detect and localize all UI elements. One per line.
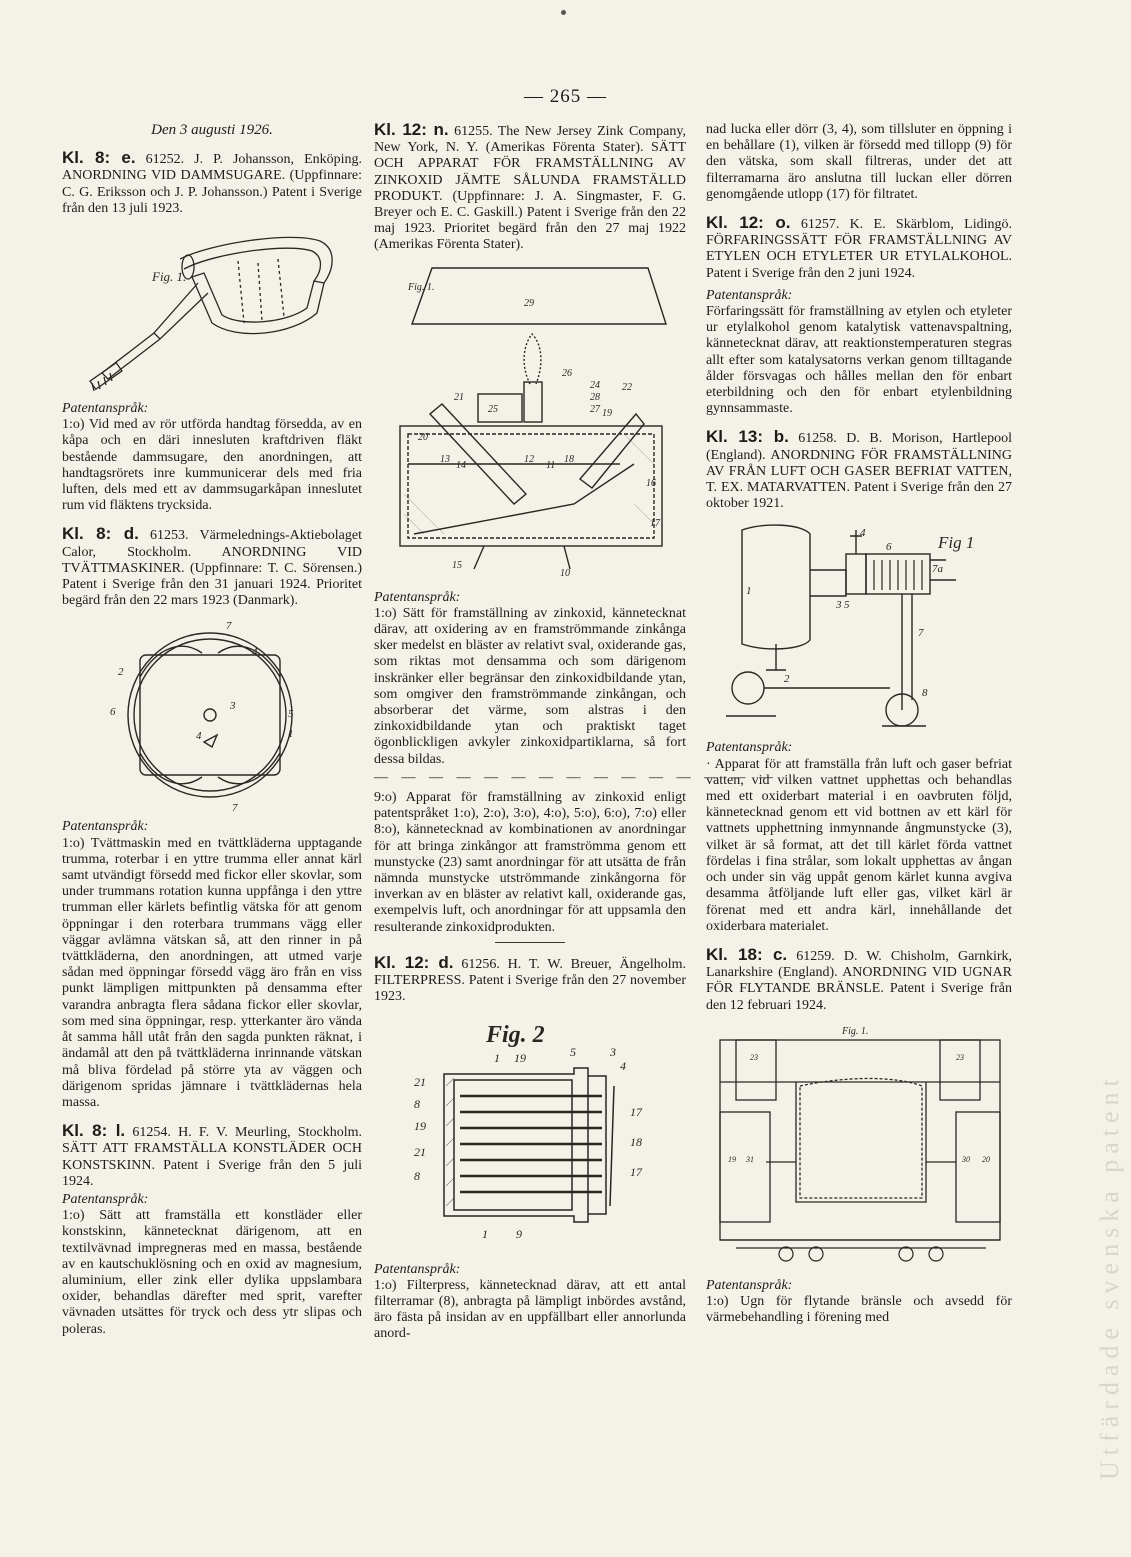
fig-num: 4 <box>252 646 258 659</box>
fig-num: 7 <box>232 802 238 815</box>
fig-num: 21 <box>414 1074 426 1089</box>
fig-num: 19 <box>728 1154 736 1164</box>
fig-num: 14 <box>456 459 466 471</box>
fig-num: 7a <box>932 563 943 576</box>
fig-num: 1 <box>494 1050 500 1065</box>
patent-entry-61256 <box>374 952 686 1006</box>
fig-num: 1 <box>746 585 752 598</box>
class-label: Kl. 18: c. <box>706 944 788 964</box>
claim-text: 1:o) Ugn för flytande bränsle och avsedd för värmebehandling i förening med <box>706 1293 1012 1326</box>
fig-num: 19 <box>602 407 612 419</box>
fig-num: 11 <box>546 459 556 471</box>
deaerator-drawing <box>706 520 1012 734</box>
fig-num: 8 <box>922 687 928 700</box>
fig-num: 17 <box>650 517 660 529</box>
fig-num: 18 <box>630 1134 642 1149</box>
claims-heading: Patentanspråk: <box>374 589 461 605</box>
figure-oil-furnace <box>706 1022 1012 1272</box>
figure-zinc-oxide-furnace <box>374 264 686 584</box>
printer-mark <box>561 10 566 15</box>
fig-num: 17 <box>630 1104 642 1119</box>
fig-num: 29 <box>524 297 534 309</box>
omission-dashes: — — — — — — — — — — — — — — — <box>374 769 778 785</box>
class-label: Kl. 12: n. <box>374 120 449 139</box>
fig-num: 20 <box>418 431 428 443</box>
fig-num: 4 <box>860 527 866 540</box>
fig-num: 9 <box>516 1226 522 1241</box>
divider <box>495 942 565 943</box>
fig-num: 15 <box>452 559 462 571</box>
fig-num: 1 <box>482 1226 488 1241</box>
fig-num: 16 <box>646 477 656 489</box>
fig-num: 24 <box>590 379 600 391</box>
claim-text: 1:o) Tvättmaskin med en tvättkläderna upptagande trumma, roterbar i en yttre trumma eller annat kärl samt utvändigt försedd med fickor eller skovlar, som under trummans rotation kunna uppfånga i den yttre trumman eller kärlets befintlig vätska för att genom öppningar i den roterbara trummans vägg eller väggar avlämna vätskan så, att den rinner in på tvättkläderna, den anordningen, att utmed varje sådan med öppningar försedd vägg äro från en viss punkt lämpligen mittpunkten på densamma efter varandra anbragta flera sådana fickor eller skovlar, som med sina öppningar, resp. ytterkanter äro vända åt samma håll utåt från den sagda punkten räknat, i ändamål att den på tvättkläderna inrinnande vätskan må bliva fördelad på större yta av väggen och därigenom spridas jämnare i tvättklädernas hela massa. <box>62 835 362 1110</box>
figure-label: Fig. 1. <box>408 281 435 293</box>
claim-text: 1:o) Filterpress, kännetecknad därav, att ett antal filterramar (8), anbragta på lämpligt inbördes avstånd, äro fästa på insidan av en uppfällbart eller annorlunda anord- <box>374 1277 686 1342</box>
dateline: Den 3 augusti 1926. <box>151 122 273 138</box>
filter-press-drawing <box>374 1016 686 1256</box>
fig-num: 5 <box>288 708 294 721</box>
class-label: Kl. 12: d. <box>374 952 454 972</box>
fig-num: 2 <box>784 673 790 686</box>
claim-text: · Apparat för att framställa från luft och gaser befriat vatten, vid vilken vattnet upphettas och behandlas med ett oxiderbart material i en oavbruten följd, kännetecknad genom ett vid bottnen av ett kärl för vattnets upphettning inmynnande ångmunstycke (3), vilket är så format, att det till kärlet förda vattnet fördelas i fina strålar, som lokalt upphettas av ångan och under sin väg uppåt genom kärlet kunna avgiva desamma åtföljande luft eller gas, vilket kärl är förenat med ett andra kärl, innehållande det oxiderbara materialet. <box>706 756 1012 934</box>
claim-text: Förfaringssätt för framställning av etylen och etyleter ur etylalkohol genom katalytisk vattenavspaltning, kännetecknat därav, att reaktionstemperaturen stegras allt efter som katalysatorns verkan genom tilltagande ålder försvagas och hålles mellan den för enbart eterbildning och den för enbart etylenbildning gynnsammaste. <box>706 304 1012 417</box>
figure-label: Fig. 1. <box>152 269 187 285</box>
fig-num: 25 <box>488 403 498 415</box>
fig-num: 21 <box>454 391 464 403</box>
fig-num: 6 <box>886 541 892 554</box>
figure-label: Fig 1 <box>938 533 975 553</box>
fig-num: 21 <box>414 1144 426 1159</box>
fig-num: 10 <box>560 567 570 579</box>
patent-entry-61254 <box>62 1123 362 1190</box>
claims-heading: Patentanspråk: <box>706 1277 793 1293</box>
class-label: Kl. 8: e. <box>62 148 136 168</box>
fig-num: 8 <box>414 1168 420 1183</box>
claims-heading: Patentanspråk: <box>62 1191 149 1207</box>
claim-continuation: nad lucka eller dörr (3, 4), som tillsluter en öppning i en behållare (1), vilken är försedd med tillopp (9) för den vätska, som skall filtreras, under det att filterramarna äro anslutna till luckan eller dörren genomgående utlopp (17) för filtratet. <box>706 122 1012 202</box>
furnace-drawing <box>374 264 686 584</box>
figure-washing-machine-drum <box>62 617 362 813</box>
fig-num: 22 <box>622 381 632 393</box>
entry-text: 61253. Värmelednings-Aktiebolaget Calor, Stockholm. ANORDNING VID TVÄTTMASKINER. (Uppfinnare: T. C. Sörensen.) Patent i Sverige från den 31 januari 1924. Prioritet begärd från den 22 mars 1923 (Danmark). <box>62 528 362 609</box>
vacuum-cleaner-drawing <box>62 223 362 395</box>
fig-num: 23 <box>750 1052 758 1062</box>
class-label: Kl. 8: l. <box>62 1121 126 1141</box>
fig-num: 12 <box>524 453 534 465</box>
fig-num: 27 <box>590 403 600 415</box>
fig-num: 23 <box>956 1052 964 1062</box>
column-left <box>62 122 362 1338</box>
claim-text: 1:o) Vid med av rör utförda handtag försedda, av en kåpa och en däri innesluten kraftdriven fläkt bestående dammsugare, den anordningen, att handtagsrörets inre kummunicerar dels med fria luften, dels med ett av dammsugarkåpan inneslutet rum vid fläktens trycksida. <box>62 417 362 514</box>
claim-text: 9:o) Apparat för framställning av zinkoxid enligt patentspråket 1:o), 2:o), 3:o), 4:o), 5:o), 6:o), 7:o) eller 8:o), kännetecknad av kombinationen av anordningar för att bringa zinkångor att framströmma genom ett munstycke (23) samt anordningar för att utsätta de från nämnda munstycke utströmmande zinkångorna för inverkan av en bläster av relativt kall, oxiderande gas, exempelvis luft, och anordningar för att uppsamla den resulterande zinkoxidprodukten. <box>374 790 686 935</box>
claims-heading: Patentanspråk: <box>374 1261 461 1277</box>
patent-entry-61255 <box>374 122 686 254</box>
fig-num: 4 <box>196 730 202 743</box>
fig-num: 5 <box>844 599 850 612</box>
entry-text: 61255. The New Jersey Zink Company, New York, N. Y. (Amerikas Förenta Stater). SÄTT OCH APPARAT FÖR FRAMSTÄLLNING AV ZINKOXID JÄMTE SÅLUNDA FRAMSTÄLLD PRODUKT. (Uppfinnare: J. A. Singmaster, F. G. Breyer och E. C. Gaskill.) Patent i Sverige från den 22 maj 1923. Prioritet begärd från den 27 maj 1922 (Amerikas Förenta Stater). <box>374 124 686 253</box>
patent-entry-61257 <box>706 215 1012 282</box>
class-label: Kl. 8: d. <box>62 524 139 544</box>
fig-num: 17 <box>630 1164 642 1179</box>
fig-num: 20 <box>982 1154 990 1164</box>
fig-num: 13 <box>440 453 450 465</box>
class-label: Kl. 12: o. <box>706 213 791 233</box>
claims-heading: Patentanspråk: <box>706 740 793 756</box>
entry-text: 61257. K. E. Skärblom, Lidingö. FÖRFARINGSSÄTT FÖR FRAMSTÄLLNING AV ETYLEN OCH ETYLETER UR ETYLALKOHOL. Patent i Sverige från den 2 juni 1924. <box>706 217 1013 281</box>
fig-num: 2 <box>118 666 124 679</box>
entry-text: 61258. D. B. Morison, Hartlepool (England). ANORDNING FÖR FRAMSTÄLLNING AV FRÅN LUFT OCH GASER BEFRIAT VATTEN, T. EX. MATARVATTEN. Patent i Sverige från den 27 oktober 1921. <box>706 431 1012 512</box>
fig-num: 5 <box>570 1044 576 1059</box>
faded-side-stamp: Utfärdade svenska patent <box>1095 1073 1124 1480</box>
fig-num: 18 <box>564 453 574 465</box>
figure-vacuum-cleaner <box>62 223 362 395</box>
fig-num: 28 <box>590 391 600 403</box>
claim-text: 1:o) Sätt att framställa ett konstläder eller konstskinn, kännetecknat därigenom, att en textilvävnad impregneras med en massa, bestående av en kautschuklösning och en oxid av magnesium, aluminium, eller zink eller dylika uppslambara oxider, behandlas därefter med sprit, varefter vävnaden utsättes för tryck och dess ytr slipas och poleras. <box>62 1208 362 1337</box>
entry-text: 61256. H. T. W. Breuer, Ängelholm. FILTERPRESS. Patent i Sverige från den 27 november 1923. <box>374 956 686 1005</box>
fig-num: 4 <box>620 1058 626 1073</box>
entry-text: 61252. J. P. Johansson, Enköping. ANORDNING VID DAMMSUGARE. (Uppfinnare: C. G. Eriksson och J. P. Johansson.) Patent i Sverige från den 13 juli 1923. <box>62 152 363 216</box>
patent-entry-61259 <box>706 944 1013 1014</box>
figure-label: Fig. 1. <box>842 1025 869 1037</box>
figure-water-deaerator <box>706 520 1012 734</box>
figure-label: Fig. 2 <box>486 1021 545 1048</box>
patent-entry-61258 <box>706 429 1012 512</box>
fig-num: 3 <box>836 599 842 612</box>
drum-cross-section-drawing <box>62 617 362 813</box>
fig-num: 30 <box>962 1154 970 1164</box>
fig-num: 6 <box>110 706 116 719</box>
claims-heading: Patentanspråk: <box>62 819 149 835</box>
fig-num: 7 <box>918 627 924 640</box>
figure-filter-press <box>374 1016 686 1256</box>
page-number: — 265 — <box>524 86 607 107</box>
class-label: Kl. 13: b. <box>706 427 789 447</box>
claim-text: 1:o) Sätt för framställning av zinkoxid, kännetecknat därav, att oxidering av en framströmmande zinkånga sker medelst en bläster av relativt sval, oxiderande gas, som riktas mot densamma och som därigenom inskränker eller begränsar den zinkoxidbildande ytan, som omgiver den framströmmande zinkångan, och absorberar det värme, som alstras i den zinkoxidbildande ytan och praktiskt taget ögonblickligen avkyler zinkoxidpartiklarna, så fort dessa bildas. <box>374 605 686 767</box>
fig-num: 1 <box>288 728 294 741</box>
fig-num: 3 <box>230 700 236 713</box>
claims-heading: Patentanspråk: <box>706 287 793 303</box>
fig-num: 3 <box>610 1044 616 1059</box>
column-right <box>706 122 1012 1326</box>
oil-furnace-drawing <box>706 1022 1012 1272</box>
fig-num: 8 <box>414 1096 420 1111</box>
fig-num: 19 <box>514 1050 526 1065</box>
fig-num: 31 <box>746 1154 754 1164</box>
fig-num: 19 <box>414 1118 426 1133</box>
patent-entry-61252 <box>62 150 362 217</box>
entry-text: 61254. H. F. V. Meurling, Stockholm. SÄTT ATT FRAMSTÄLLA KONSTLÄDER OCH KONSTSKINN. Patent i Sverige från den 5 juli 1924. <box>62 1125 363 1189</box>
fig-num: 26 <box>562 367 572 379</box>
entry-text: 61259. D. W. Chisholm, Garnkirk, Lanarkshire (England). ANORDNING VID UGNAR FÖR FLYTANDE BRÄNSLE. Patent i Sverige från den 12 februari 1924. <box>706 948 1013 1013</box>
fig-num: 7 <box>226 620 232 633</box>
patent-entry-61253 <box>62 526 362 609</box>
claims-heading: Patentanspråk: <box>62 401 149 417</box>
